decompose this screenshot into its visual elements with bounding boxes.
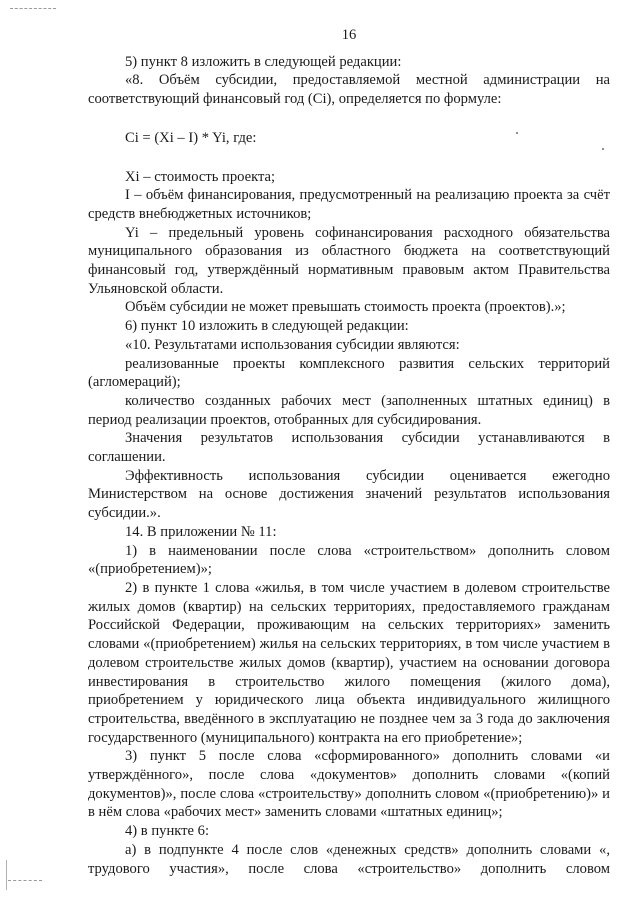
paragraph: 1) в наименовании после слова «строительством» дополнить словом «(приобретением)»;	[88, 542, 610, 578]
paragraph: реализованные проекты комплексного развития сельских территорий (агломераций);	[88, 355, 610, 391]
paragraph: 6) пункт 10 изложить в следующей редакции:	[125, 318, 409, 335]
paragraph: 3) пункт 5 после слова «сформированного» дополнить словами «и утверждённого», после слова «документов» дополнить словами «(копий документов)», после слова «строительству» дополнить словом «(приобретению)» и в нём слова «рабочих мест» заменить словами «штатных единиц»;	[88, 748, 610, 821]
paragraph: 5) пункт 8 изложить в следующей редакции:	[125, 53, 402, 70]
paragraph: I – объём финансирования, предусмотренный на реализацию проекта за счёт средств внебюджетных источников;	[88, 187, 610, 222]
scan-edge-line-left	[6, 860, 7, 890]
paragraph: Объём субсидии не может превышать стоимость проекта (проектов).»;	[125, 299, 566, 316]
paragraph: «8. Объём субсидии, предоставляемой местной администрации на соответствующий финансовый год (Сi), определяется по формуле:	[88, 72, 610, 108]
paragraph: а) в подпункте 4 после слов «денежных средств» дополнить словами «, трудового участия», после слова «строительство» дополнить словом	[88, 841, 610, 877]
paragraph: количество созданных рабочих мест (заполненных штатных единиц) в период реализации проектов, отобранных для субсидирования.	[88, 392, 610, 428]
scan-edge-mark-bottom	[8, 880, 42, 881]
paragraph: «10. Результатами использования субсидии являются:	[125, 336, 460, 353]
paragraph: Эффективность использования субсидии оценивается ежегодно Министерством на основе достижения значений результатов использования субсидии.».	[88, 467, 610, 522]
scan-edge-mark-top	[10, 8, 56, 9]
paragraph: Xi – стоимость проекта;	[125, 168, 276, 185]
document-page	[88, 26, 610, 878]
paragraph: 4) в пункте 6:	[125, 823, 210, 840]
paragraph: 2) в пункте 1 слова «жилья, в том числе участием в долевом строительстве жилых домов (квартир) на сельских территориях, предоставляемого гражданам Российской Федерации, проживающим на сельских территориях» заменить словами «(приобретением) жилья на сельских территориях, в том числе участием в долевом строительстве жилых домов (квартир), участием на основании договора инвестирования в строительство жилого помещения (жилого дома), приобретением у юридического лица объекта индивидуального жилищного строительства, введённого в эксплуатацию не позднее чем за 3 года до заключения государственного (муниципального) контракта на его приобретение»;	[88, 579, 610, 746]
formula: Сi = (Xi – I) * Yi, где:	[125, 129, 257, 146]
paragraph: 14. В приложении № 11:	[125, 523, 277, 540]
paragraph: Значения результатов использования субсидии устанавливаются в соглашении.	[88, 430, 610, 466]
page-number: 16	[341, 27, 357, 43]
paragraph: Yi – предельный уровень софинансирования расходного обязательства муниципального образования из областного бюджета на соответствующий финансовый год, утверждённый нормативным правовым актом Правительства Ульяновской области.	[88, 224, 610, 297]
